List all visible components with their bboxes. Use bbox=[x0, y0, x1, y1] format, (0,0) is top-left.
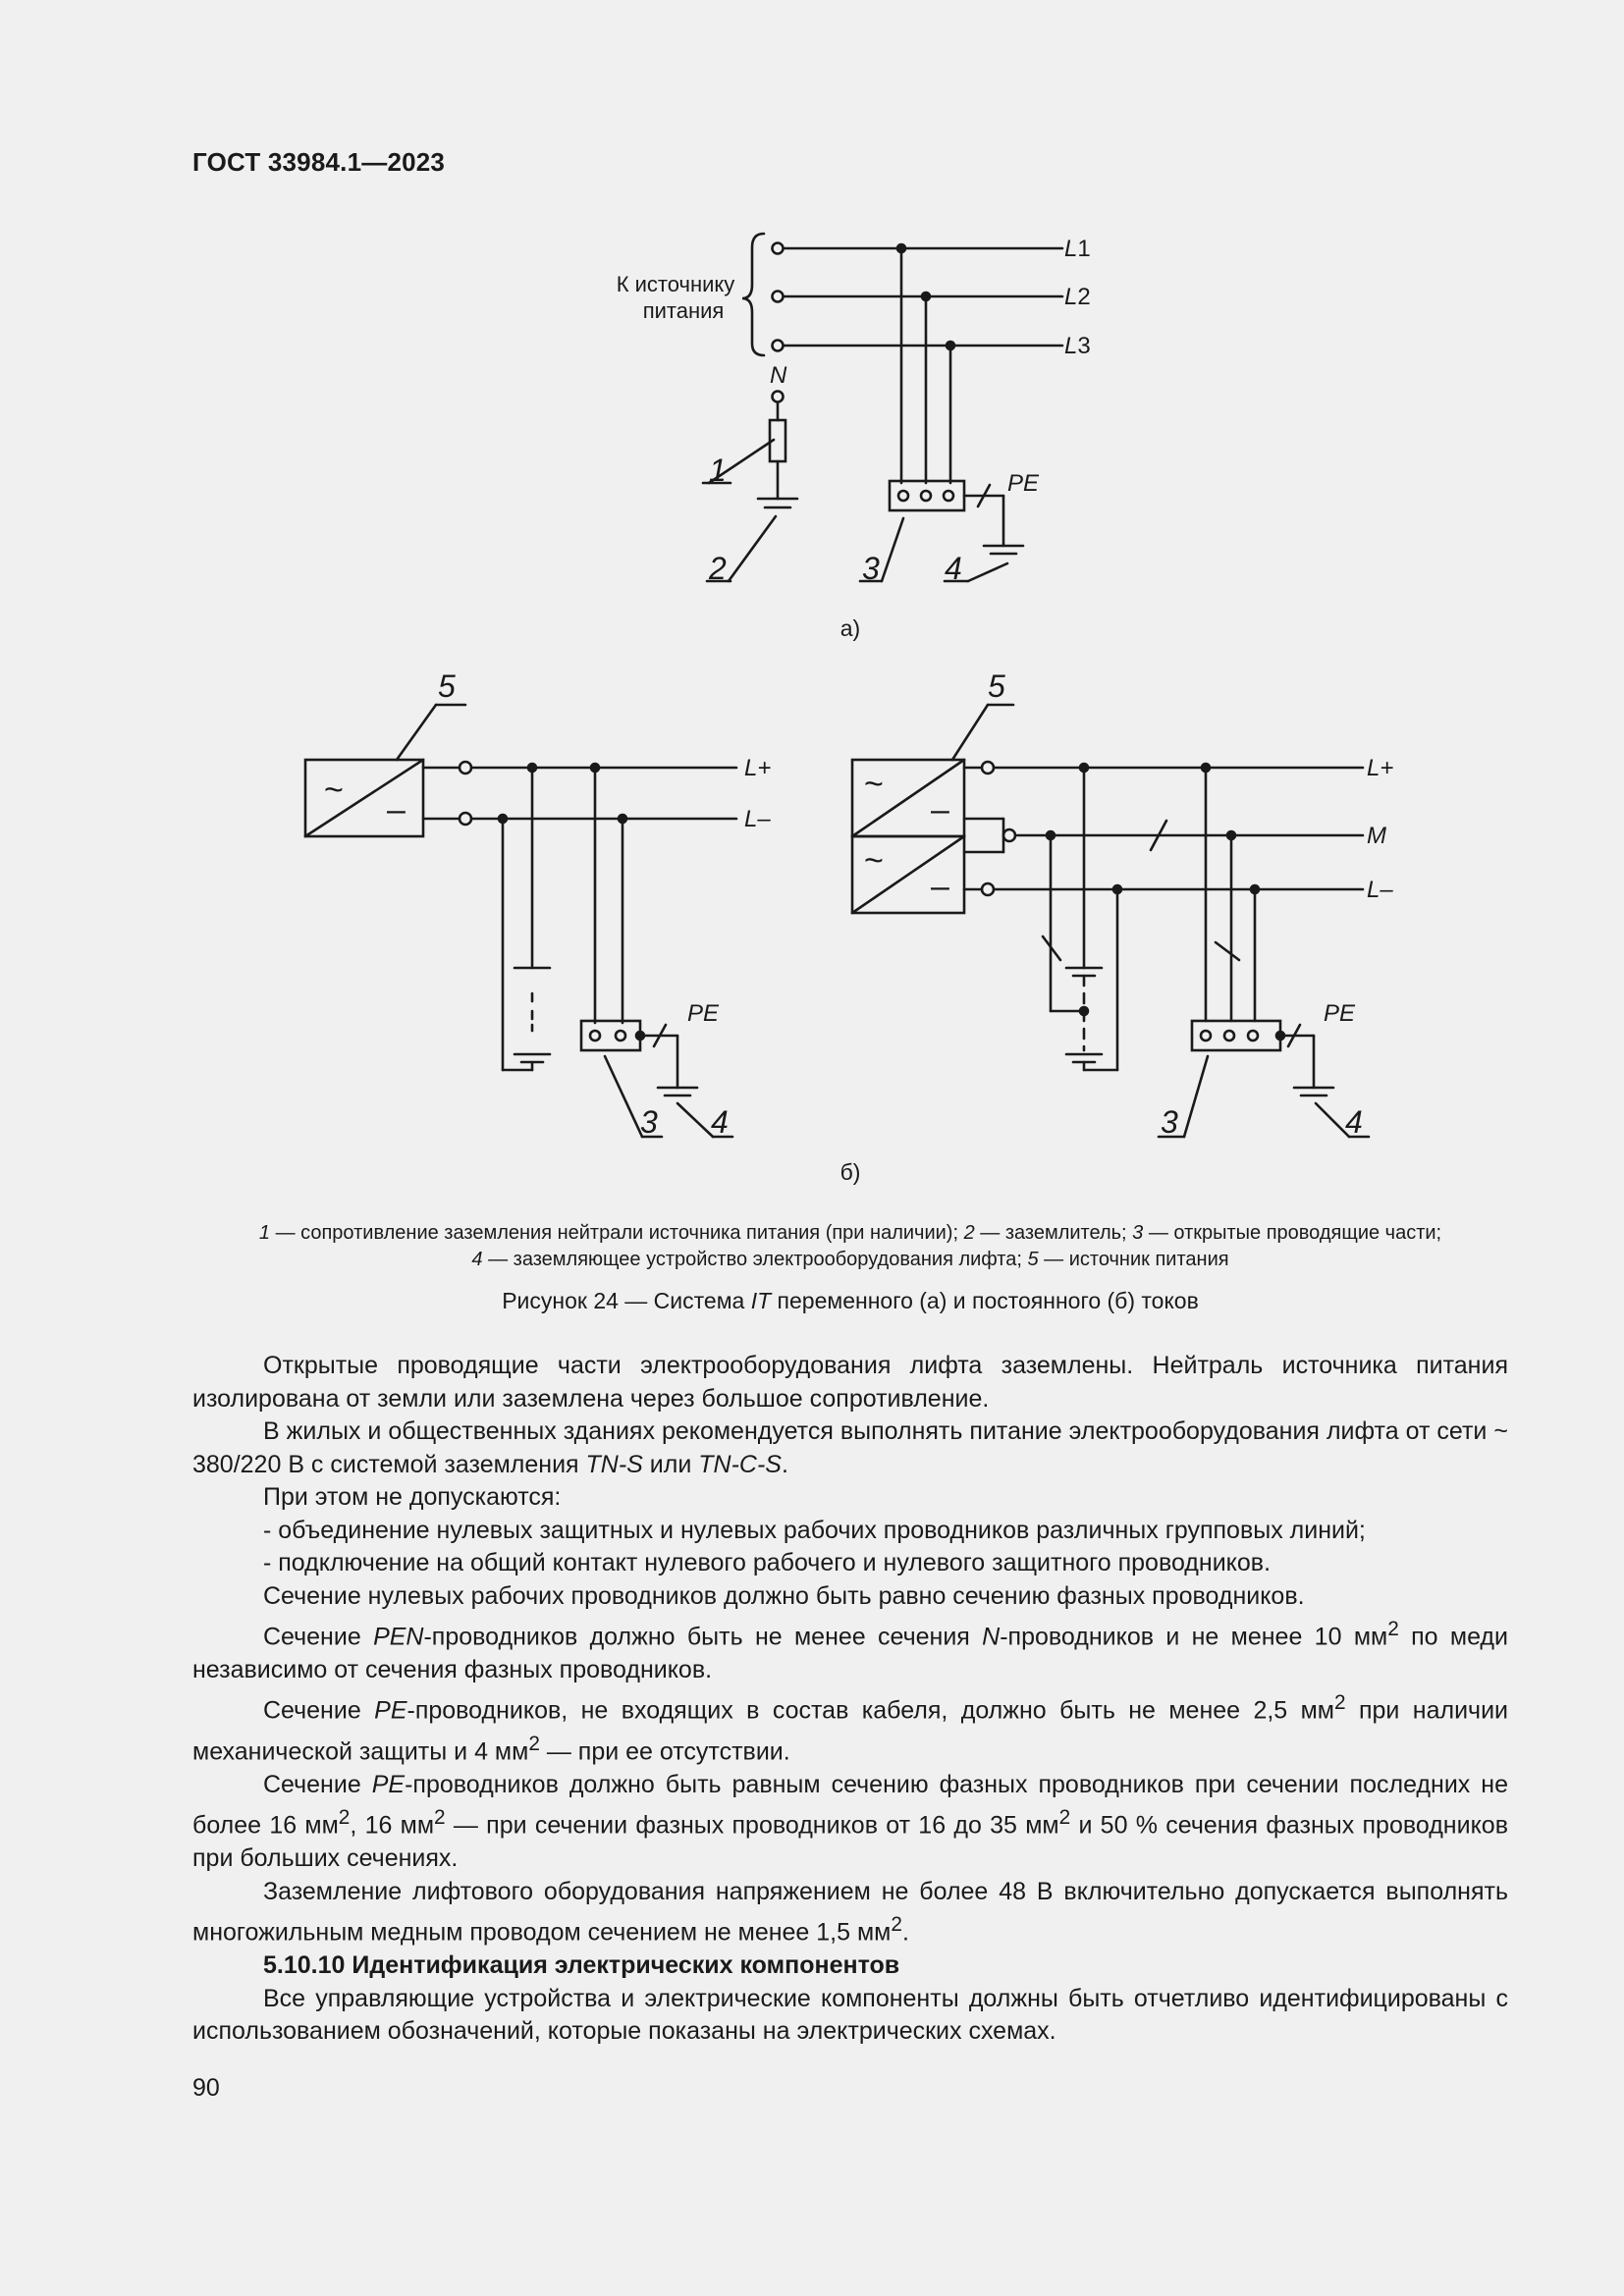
figure-title: Рисунок 24 — Система IT переменного (а) и постоянного (б) токов bbox=[502, 1288, 1199, 1313]
paragraph: Открытые проводящие части электрооборудования лифта заземлены. Нейтраль источника питания изолирована от земли или заземлена через большое сопротивление. bbox=[192, 1352, 1508, 1413]
paragraph: Сечение PE-проводников должно быть равным сечению фазных проводников при сечении последних не более 16 $мм^2$, 16 $мм^2$ — при сечении фазных проводников от 16 до 35 $мм^2$ и 50 % сечения фазных проводников при больших сечениях. bbox=[192, 1770, 1508, 1873]
paragraph: Сечение PE-проводников, не входящих в состав кабеля, должно быть не менее 2,5 $мм^2$ при наличии механической защиты и 4 $мм^2$ — при ее отсутствии. bbox=[192, 1691, 1508, 1766]
callout-2-a: 2 bbox=[709, 551, 727, 586]
l-minus-right: L– bbox=[1367, 877, 1393, 903]
l-plus-left: L+ bbox=[744, 755, 772, 781]
source-tilde-right-2: ~ bbox=[864, 842, 884, 880]
paragraph: Сечение нулевых рабочих проводников должно быть равно сечению фазных проводников. bbox=[263, 1581, 1305, 1610]
m-label: M bbox=[1367, 823, 1386, 849]
phase-l2-label: L2 bbox=[1064, 284, 1091, 310]
callout-5-left: 5 bbox=[438, 668, 456, 704]
document-code: ГОСТ 33984.1—2023 bbox=[192, 147, 446, 177]
sublabel-a: а) bbox=[839, 615, 861, 641]
diagram-b-right bbox=[852, 705, 1369, 1137]
source-dash-right-1: – bbox=[931, 791, 949, 828]
paragraph: Сечение PEN-проводников должно быть не менее сечения N-проводников и не менее 10 $мм^2$ по меди независимо от сечения фазных проводников. bbox=[192, 1618, 1508, 1683]
source-dash-left: – bbox=[387, 791, 406, 828]
paragraph: - подключение на общий контакт нулевого рабочего и нулевого защитного проводников. bbox=[263, 1549, 1272, 1576]
figure-keys: 1 — сопротивление заземления нейтрали источника питания (при наличии); 2 — заземлитель; 3 — открытые проводящие части; 4 — заземляющее устройство электрооборудования лифта; 5 — источник питания bbox=[258, 1222, 1442, 1270]
page-number: 90 bbox=[192, 2074, 220, 2102]
source-dash-right-2: – bbox=[931, 868, 949, 905]
paragraph: Заземление лифтового оборудования напряжением не более 48 В включительно допускается выполнять многожильным медным проводом сечением не менее 1,5 $мм^2$. bbox=[192, 1877, 1508, 1947]
callout-4-b-right: 4 bbox=[1345, 1104, 1363, 1140]
callout-3-b-right: 3 bbox=[1161, 1104, 1178, 1140]
pe-label-b-right: PE bbox=[1324, 1000, 1356, 1027]
l-minus-left: L– bbox=[744, 806, 771, 832]
paragraph: При этом не допускаются: bbox=[263, 1483, 562, 1511]
pe-label-b-left: PE bbox=[687, 1000, 720, 1027]
body-text bbox=[192, 1350, 1508, 2049]
diagram-b-left bbox=[305, 705, 736, 1137]
callout-3-a: 3 bbox=[862, 551, 880, 586]
section-heading: 5.10.10 Идентификация электрических компонентов bbox=[263, 1951, 900, 1980]
pe-label-a: PE bbox=[1007, 470, 1040, 497]
paragraph: В жилых и общественных зданиях рекомендуется выполнять питание электрооборудования лифта от сети ~ 380/220 В с системой заземления TN-S или TN-C-S. bbox=[192, 1417, 1508, 1478]
diagram-a bbox=[703, 234, 1062, 581]
phase-l3-label: L3 bbox=[1064, 333, 1091, 359]
source-label-1: К источнику bbox=[616, 272, 735, 296]
callout-4-a: 4 bbox=[945, 551, 962, 586]
source-tilde-left: ~ bbox=[324, 772, 344, 809]
l-plus-right: L+ bbox=[1367, 755, 1394, 781]
sublabel-b: б) bbox=[839, 1159, 861, 1185]
paragraph: - объединение нулевых защитных и нулевых рабочих проводников различных групповых линий; bbox=[263, 1516, 1366, 1544]
callout-5-right: 5 bbox=[988, 668, 1005, 704]
phase-l1-label: L1 bbox=[1064, 236, 1091, 262]
callout-3-b-left: 3 bbox=[640, 1104, 658, 1140]
source-tilde-right-1: ~ bbox=[864, 766, 884, 803]
callout-4-b-left: 4 bbox=[711, 1104, 729, 1140]
neutral-n-label: N bbox=[770, 362, 787, 389]
source-label-2: питания bbox=[642, 298, 725, 323]
callout-1: 1 bbox=[709, 453, 727, 488]
paragraph: Все управляющие устройства и электрические компоненты должны быть отчетливо идентифицированы с использованием обозначений, которые показаны на электрических схемах. bbox=[192, 1984, 1508, 2046]
